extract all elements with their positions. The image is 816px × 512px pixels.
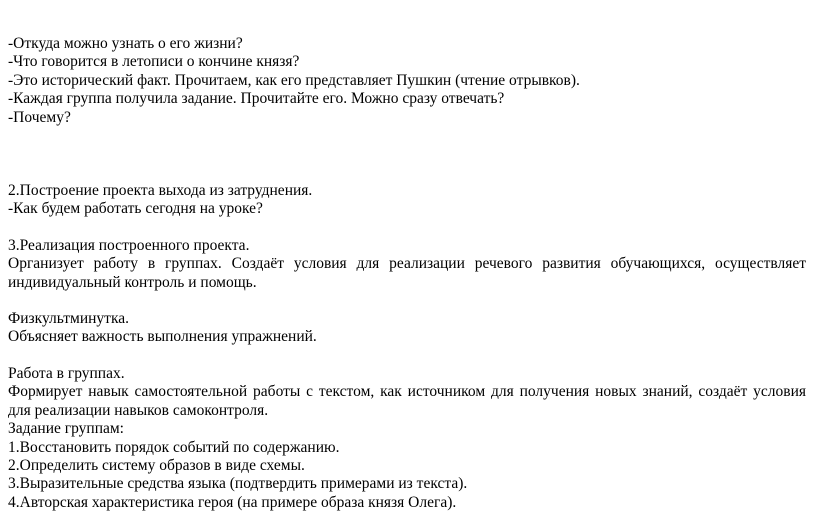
spacer [8,219,806,237]
task-item: 2.Определить систему образов в виде схемы. [8,456,305,474]
intro-questions [8,35,806,127]
section-2-title: 2.Построение проекта выхода из затруднения. [8,182,313,200]
task-item: 3.Выразительные средства языка (подтвердить примерами из текста). [8,475,468,493]
fizminutka-title: Физкультминутка. [8,310,130,328]
section-3 [8,237,806,292]
group-work-text: Формирует навык самостоятельной работы с текстом, как источником для получения новых знаний, создаёт условия для реализации навыков самоконтроля. [8,383,806,419]
tasks-title: Задание группам: [8,420,124,438]
task-item: 4.Авторская характеристика героя (на примере образа князя Олега). [8,493,457,511]
section-2-question: -Как будем работать сегодня на уроке? [8,200,263,218]
fizminutka-text: Объясняет важность выполнения упражнений. [8,328,317,346]
group-work-title: Работа в группах. [8,364,125,382]
section-3-text: Организует работу в группах. Создаёт условия для реализации речевого развития обучающихся, осуществляет индивидуальный контроль и помощь. [8,255,806,291]
task-item: 1.Восстановить порядок событий по содержанию. [8,438,340,456]
spacer [8,127,806,182]
fizminutka-section [8,310,806,347]
section-3-title: 3.Реализация построенного проекта. [8,236,250,254]
section-2 [8,182,806,219]
document-page [8,35,806,512]
question-line: -Откуда можно узнать о его жизни? [8,35,243,52]
question-line: -Это исторический факт. Прочитаем, как его представляет Пушкин (чтение отрывков). [8,71,580,89]
group-work-section [8,365,806,512]
question-line: -Каждая группа получила задание. Прочитайте его. Можно сразу отвечать? [8,90,505,108]
spacer [8,347,806,365]
question-line: -Почему? [8,108,71,126]
spacer [8,292,806,310]
question-line: -Что говорится в летописи о кончине князя? [8,53,300,71]
